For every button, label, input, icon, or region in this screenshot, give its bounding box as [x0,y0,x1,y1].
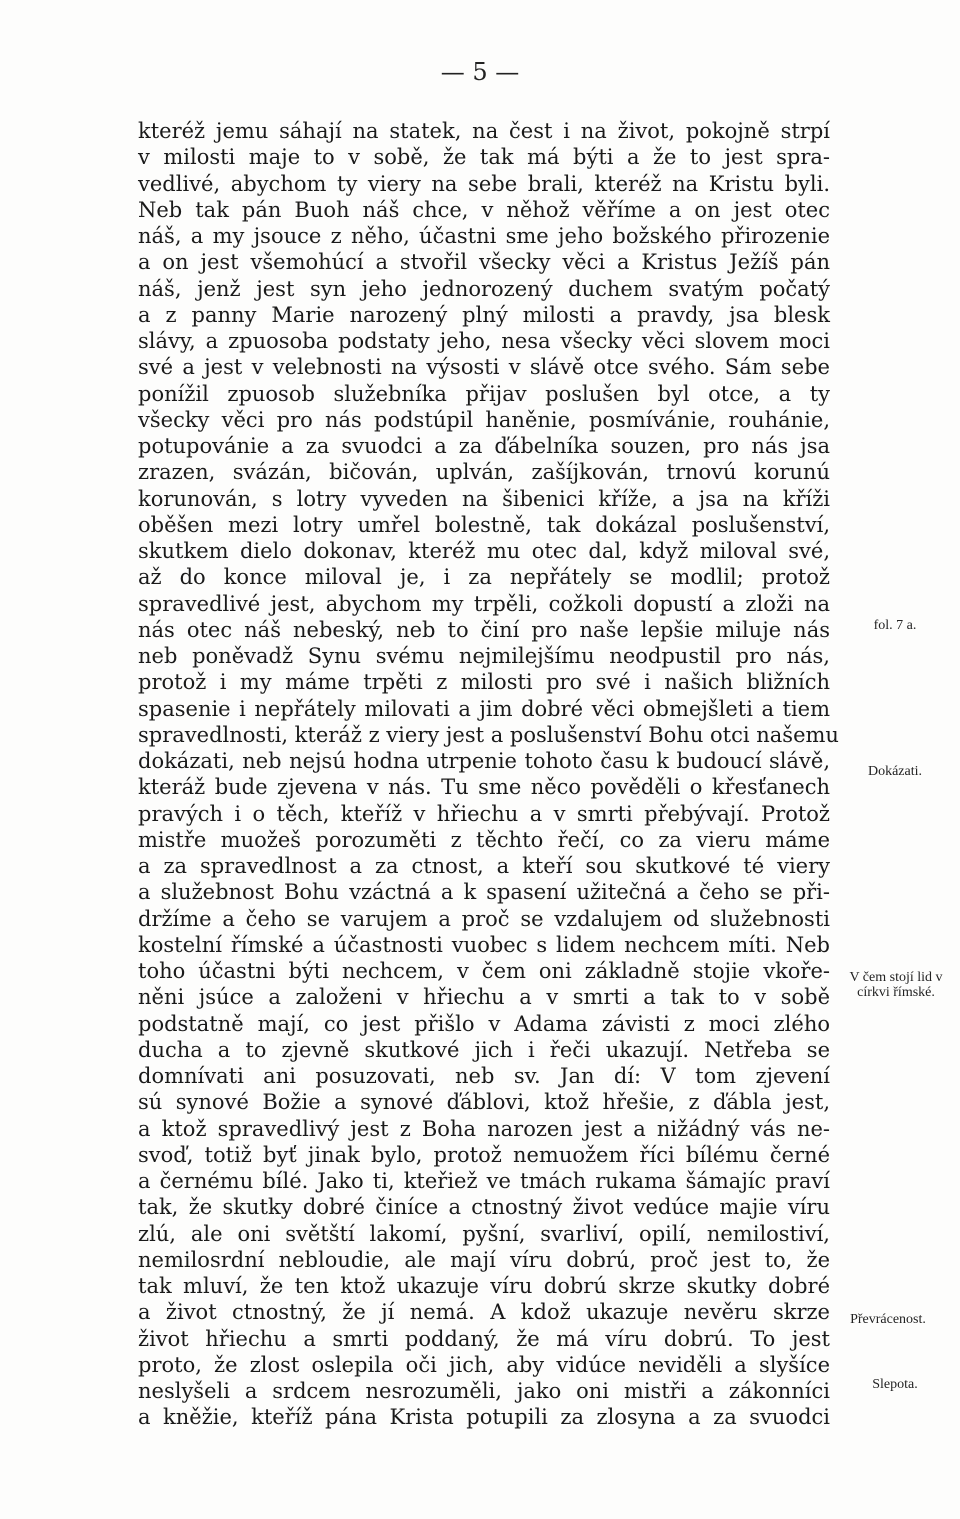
text-line: zlú, ale oni světští lakomí, pyšní, svarliví, opilí, nemilostiví, [138,1221,830,1246]
main-text [138,118,839,1431]
text-line: a život ctnostný, že jí nemá. A kdož ukazuje nevěru skrze [138,1300,830,1325]
text-line: a ktož spravedlivý jest z Boha narozen jest a nižádný vás ne- [138,1116,830,1141]
text-line: kostelní římské a účastnosti vuobec s lidem nechcem míti. Neb [138,932,830,957]
text-line: mistře muožeš porozuměti z těchto řečí, co za vieru máme [138,827,830,852]
text-line: skutkem dielo dokonav, kteréž mu otec dal, když miloval své, [138,539,830,563]
text-line: spasenie i nepřátely milovati a jim dobré věci obmejšleti a tiem [138,696,830,721]
margin-note-dokazati: Dokázati. [867,764,923,779]
text-line: a černému bílé. Jako ti, kteřiež ve tmách rukama šámajíc praví [138,1169,830,1193]
text-line: svoď, totiž byť jinak bylo, protož nemuožem říci bílému černé [138,1142,830,1167]
text-line: kteráž bude zjevena v nás. Tu sme něco pověděli o křesťanech [138,775,830,800]
text-line: až do konce miloval je, i za nepřátely se modlil; protož [138,565,830,590]
text-line: podstatně mají, co jest přišlo v Adama závisti z moci zlého [138,1011,830,1036]
text-line: protož i my máme trpěti z milosti pro své i našich bližních [138,670,830,695]
text-line: neb poněvadž Synu svému nejmilejšímu neodpustil pro nás, [138,644,830,668]
text-line: kteréž jemu sáhají na statek, na čest i na život, pokojně strpí [138,119,830,143]
text-line: život hřiechu a smrti poddaný, že má víru dobrú. To jest [138,1326,830,1351]
text-line: ducha a to zjevně skutkové jich i řeči ukazují. Netřeba se [138,1037,830,1062]
text-line: pravých i o těch, kteříž v hřiechu a v smrti přebývají. Protož [138,801,830,826]
text-line: neslyšeli a srdcem nesrozuměli, jako oni mistři a zákonníci [138,1379,830,1403]
text-line: náš, jenž jest syn jeho jednorozený duchem svatým počatý [138,276,830,301]
margin-note-slepota: Slepota. [872,1377,918,1392]
text-line: spravedlnosti, kteráž z viery jest a poslušenství Bohu otci našemu [138,722,839,747]
text-line: sú synové Božie a synové ďáblovi, ktož hřešie, z ďábla jest, [138,1090,830,1115]
text-line: slávy, a zpuosoba podstaty jeho, nesa všecky věci slovem moci [138,329,830,353]
text-line: dokázati, neb nejsú hodna utrpenie tohoto času k budoucí slávě, [138,749,830,773]
margin-note-v-cem-stoji: V čem stojí lid v církvi římské. [849,970,943,1000]
text-line: ponížil zpuosob služebníka přijav poslušen byl otce, a ty [138,381,830,406]
text-line: a kněžie, kteříž pána Krista potupili za zlosyna a za svuodci [138,1405,830,1430]
text-line: tak mluví, že ten ktož ukazuje víru dobrú skrze skutky dobré [138,1274,830,1298]
text-line: proto, že zlost oslepila oči jich, aby vidúce neviděli a slyšíce [138,1352,830,1377]
text-line: Neb tak pán Buoh náš chce, v něhož věříme a on jest otec [138,197,830,222]
text-line: oběšen mezi lotry umřel bolestně, tak dokázal poslušenství, [138,512,830,537]
text-line: všecky věci pro nás podstúpil haněnie, posmívánie, rouhánie, [138,407,830,432]
text-line: něni jsúce a založeni v hřiechu a v smrti a tak to v sobě [138,985,830,1010]
text-line: a za spravedlnost a za ctnost, a kteří sou skutkové té viery [138,854,830,878]
text-line: zrazen, svázán, bičován, uplván, zašíjkován, trnovú korunú [138,460,830,485]
text-line: vedlivé, abychom ty viery na sebe brali, kteréž na Kristu byli. [138,171,830,196]
text-line: tak, že skutky dobré činíce a ctnostný život vedúce majie víru [138,1195,830,1220]
text-line: toho účastni býti nechcem, v čem oni základně stojie vkoře- [138,959,830,983]
text-line: a on jest všemohúcí a stvořil všecky věci a Kristus Ježíš pán [138,250,830,275]
page-number: — 5 — [440,58,520,86]
margin-note-fol: fol. 7 a. [873,618,917,633]
margin-note-prevracenost: Převrácenost. [850,1312,926,1327]
text-line: a služebnost Bohu vzáctná a k spasení užitečná a čeho se při- [138,880,830,905]
text-line: korunován, s lotry vyveden na šibenici kříže, a jsa na kříži [138,486,830,511]
text-line: v milosti maje to v sobě, že tak má býti a že to jest spra- [138,145,830,170]
text-line: potupovánie a za svuodci a za ďábelníka souzen, pro nás jsa [138,434,830,458]
text-line: své a jest v velebnosti na výsosti v slávě otce svého. Sám sebe [138,355,830,380]
text-line: náš, a my jsouce z něho, účastni sme jeho božského přirozenie [138,224,830,248]
text-line: nás otec náš nebeský, neb to činí pro naše lepšie miluje nás [138,617,830,642]
text-line: nemilosrdní nebloudie, ale mají víru dobrú, proč jest to, že [138,1247,830,1272]
text-line: spravedlivé jest, abychom my trpěli, cožkoli dopustí a zloži na [138,591,830,616]
text-line: a z panny Marie narozený plný milosti a pravdy, jsa blesk [138,302,830,327]
text-line: domnívati ani posuzovati, neb sv. Jan dí: V tom zjevení [138,1064,830,1088]
text-line: držíme a čeho se varujem a proč se vzdalujem od služebnosti [138,906,830,931]
